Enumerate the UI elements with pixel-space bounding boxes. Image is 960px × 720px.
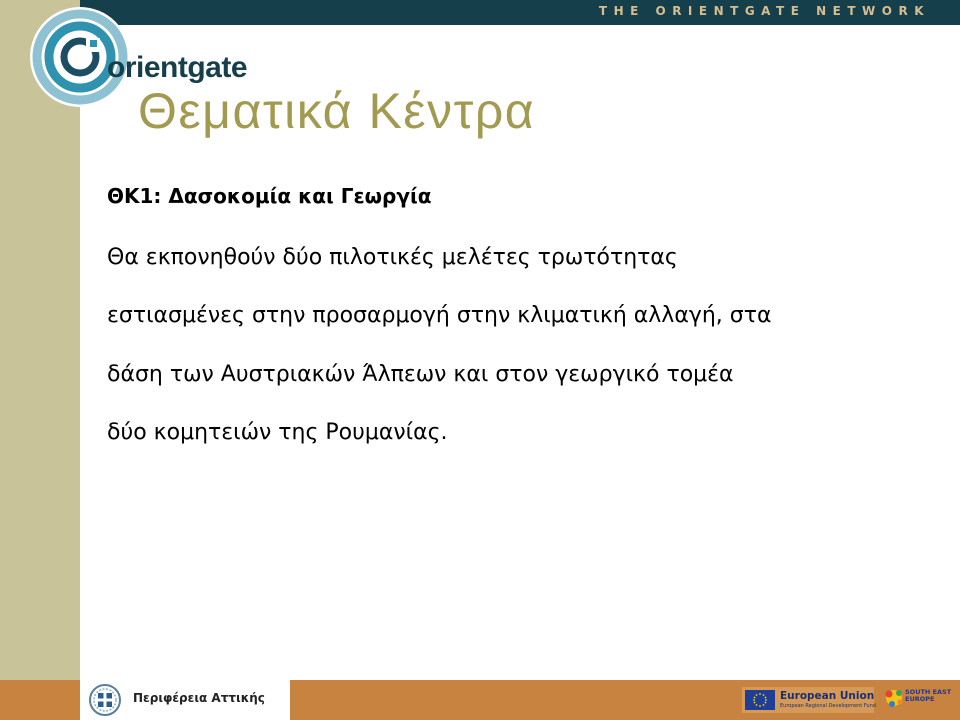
see-line-2: EUROPE [905, 695, 935, 703]
eu-title: European Union [780, 690, 875, 702]
see-logo-text [905, 689, 951, 703]
region-name: Περιφέρεια Αττικής [133, 691, 265, 705]
section-heading: ΘΚ1: Δασοκομία και Γεωργία [107, 184, 432, 208]
eu-funding-logo [742, 687, 874, 713]
network-tagline: THE ORIENTGATE NETWORK [598, 4, 930, 18]
see-line-1: SOUTH EAST [905, 688, 952, 696]
eu-subtitle: European Regional Development Fund [780, 703, 876, 709]
eu-flag-icon [745, 690, 775, 710]
slide-title: Θεματικά Κέντρα [138, 83, 536, 139]
body-line-3: δάση των Αυστριακών Άλπεων και στον γεωργικό τομέα [107, 362, 734, 387]
region-emblem-icon [88, 683, 122, 717]
body-line-4: δύο κομητειών της Ρουμανίας. [107, 420, 448, 445]
logo-text: orientgate [107, 51, 248, 84]
footer-bar [0, 680, 960, 720]
body-line-1: Θα εκπονηθούν δύο πιλοτικές μελέτες τρωτότητας [107, 245, 678, 270]
body-line-2: εστιασμένες στην προσαρμογή στην κλιματική αλλαγή, στα [107, 303, 772, 328]
